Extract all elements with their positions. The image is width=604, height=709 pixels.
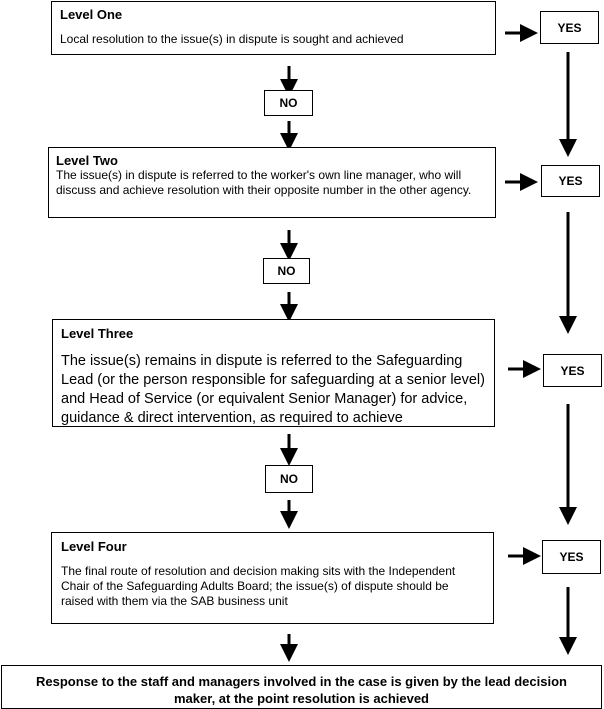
level-four-title: Level Four bbox=[61, 539, 127, 554]
level-three-text: The issue(s) remains in dispute is referred to the Safeguarding Lead (or the person responsible for safeguarding at a senior level) and Head of Service (or equivalent Senior Manager) for advice, guidance & direct intervention, as required to achieve bbox=[61, 353, 485, 426]
level-three-yes: YES bbox=[543, 354, 602, 387]
no-label-2: NO bbox=[263, 258, 310, 284]
no-label-3: NO bbox=[265, 465, 313, 493]
level-two-yes: YES bbox=[541, 165, 600, 197]
no-label-1: NO bbox=[264, 90, 313, 116]
level-four-yes: YES bbox=[542, 540, 601, 574]
level-four-box bbox=[51, 532, 494, 624]
level-three-box bbox=[52, 319, 495, 427]
level-one-title: Level One bbox=[60, 7, 123, 22]
level-one-text: Local resolution to the issue(s) in dispute is sought and achieved bbox=[60, 32, 404, 46]
level-two-box bbox=[48, 147, 496, 218]
level-four-text: The final route of resolution and decision making sits with the Independent Chair of the Safeguarding Adults Board; the issue(s) of dispute should be raised with them via the SAB business unit bbox=[61, 564, 456, 608]
level-two-text: The issue(s) in dispute is referred to the worker's own line manager, who will discuss and achieve resolution with their opposite number in the other agency. bbox=[56, 168, 472, 197]
level-three-title: Level Three bbox=[61, 326, 134, 341]
level-one-box bbox=[51, 1, 496, 55]
final-response-box: Response to the staff and managers involved in the case is given by the lead decision maker, at the point resolution is achieved bbox=[1, 665, 602, 709]
level-two-title: Level Two bbox=[56, 153, 118, 168]
level-one-yes: YES bbox=[540, 11, 599, 44]
